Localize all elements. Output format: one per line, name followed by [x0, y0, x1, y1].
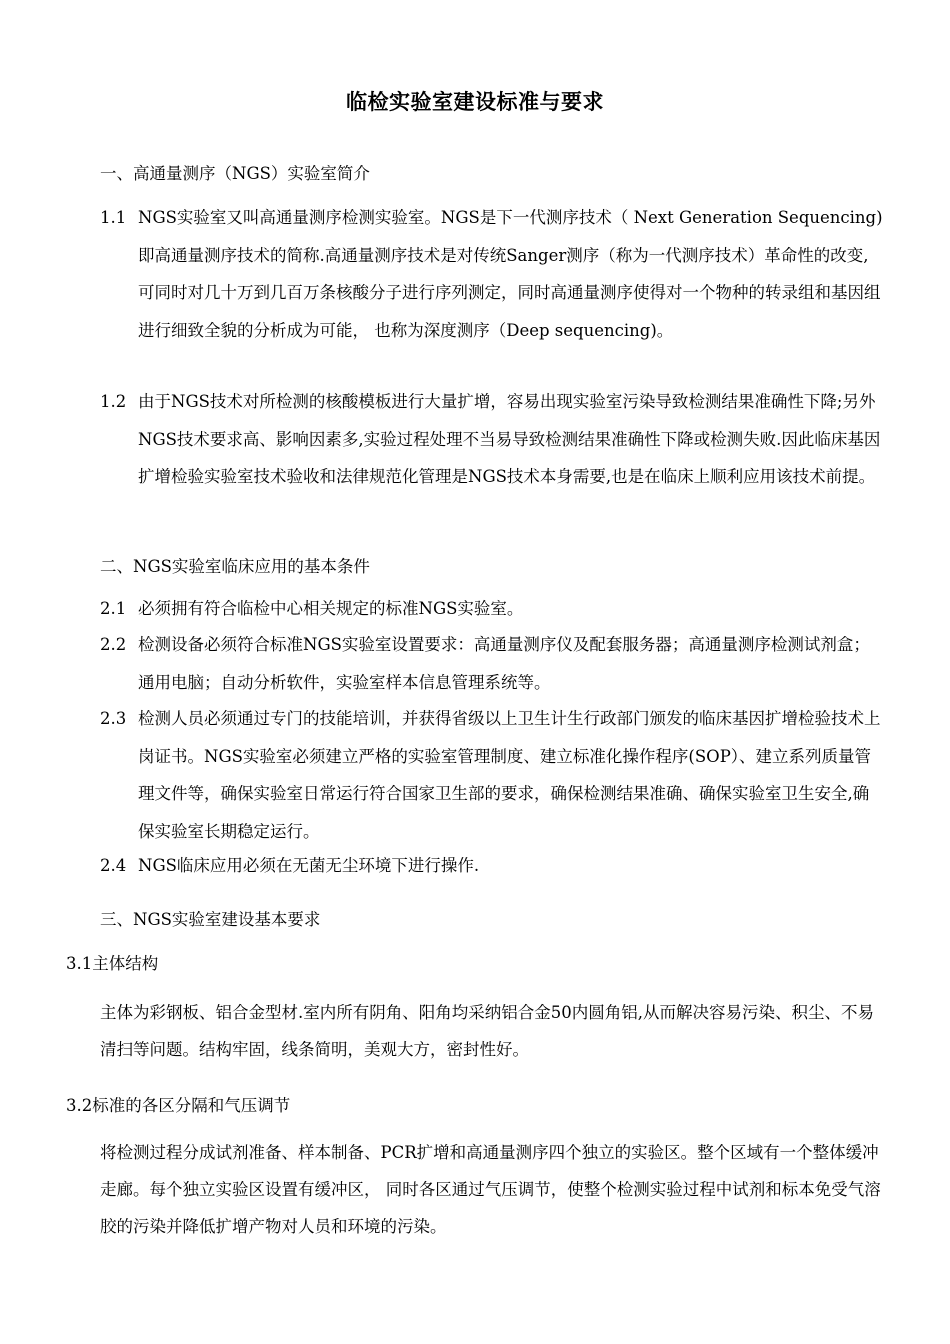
- item-number: 1.2: [100, 392, 127, 411]
- item-number: 2.1: [100, 599, 127, 618]
- document-title: 临检实验室建设标准与要求: [346, 90, 604, 114]
- item-2-4: [100, 847, 885, 885]
- section-3-heading: 三、NGS实验室建设基本要求: [100, 910, 321, 929]
- item-text: NGS临床应用必须在无菌无尘环境下进行操作.: [138, 856, 480, 875]
- item-2-2: [100, 626, 885, 701]
- subsection-3-2-paragraph: 将检测过程分成试剂准备、样本制备、PCR扩增和高通量测序四个独立的实验区。整个区域有一个整体缓冲走廊。每个独立实验区设置有缓冲区， 同时各区通过气压调节，使整个检测实验过程中试剂和标本免受气溶胶的污染并降低扩增产物对人员和环境的污染。: [100, 1143, 881, 1236]
- subsection-3-1-heading: 3.1主体结构: [66, 954, 159, 973]
- item-1-2: [100, 383, 885, 496]
- item-number: 2.2: [100, 635, 127, 654]
- item-text: 检测设备必须符合标准NGS实验室设置要求：高通量测序仪及配套服务器；高通量测序检测试剂盒；通用电脑；自动分析软件，实验室样本信息管理系统等。: [138, 635, 870, 692]
- item-1-1: [100, 199, 885, 349]
- section-1-heading: 一、高通量测序（NGS）实验室简介: [100, 164, 370, 183]
- item-2-3: [100, 700, 885, 850]
- item-number: 1.1: [100, 208, 127, 227]
- item-number: 2.4: [100, 856, 127, 875]
- item-2-1: [100, 590, 885, 628]
- item-text: 由于NGS技术对所检测的核酸模板进行大量扩增，容易出现实验室污染导致检测结果准确性下降;另外NGS技术要求高、影响因素多,实验过程处理不当易导致检测结果准确性下降或检测失败.因此临床基因扩增检验实验室技术验收和法律规范化管理是NGS技术本身需要,也是在临床上顺利应用该技术前提。: [138, 392, 881, 486]
- subsection-3-2-heading: 3.2标准的各区分隔和气压调节: [66, 1096, 291, 1115]
- subsection-3-1-paragraph: 主体为彩钢板、铝合金型材.室内所有阴角、阳角均采纳铝合金50内圆角铝,从而解决容易污染、积尘、不易清扫等问题。结构牢固，线条简明，美观大方，密封性好。: [100, 1003, 874, 1059]
- item-number: 2.3: [100, 709, 127, 728]
- item-text: NGS实验室又叫高通量测序检测实验室。NGS是下一代测序技术（ Next Generation Sequencing)即高通量测序技术的简称.高通量测序技术是对传统Sanger测序（称为一代测序技术）革命性的改变, 可同时对几十万到几百万条核酸分子进行序列测定，同时高通量测序使得对一个物种的转录组和基因组进行细致全貌的分析成为可能， 也称为深度测序（Deep sequencing)。: [138, 208, 883, 340]
- item-text: 必须拥有符合临检中心相关规定的标准NGS实验室。: [138, 599, 524, 618]
- item-text: 检测人员必须通过专门的技能培训，并获得省级以上卫生计生行政部门颁发的临床基因扩增检验技术上岗证书。NGS实验室必须建立严格的实验室管理制度、建立标准化操作程序(SOP）、建立系列质量管理文件等，确保实验室日常运行符合国家卫生部的要求，确保检测结果准确、确保实验室卫生安全,确保实验室长期稳定运行。: [138, 709, 881, 841]
- section-2-heading: 二、NGS实验室临床应用的基本条件: [100, 557, 370, 576]
